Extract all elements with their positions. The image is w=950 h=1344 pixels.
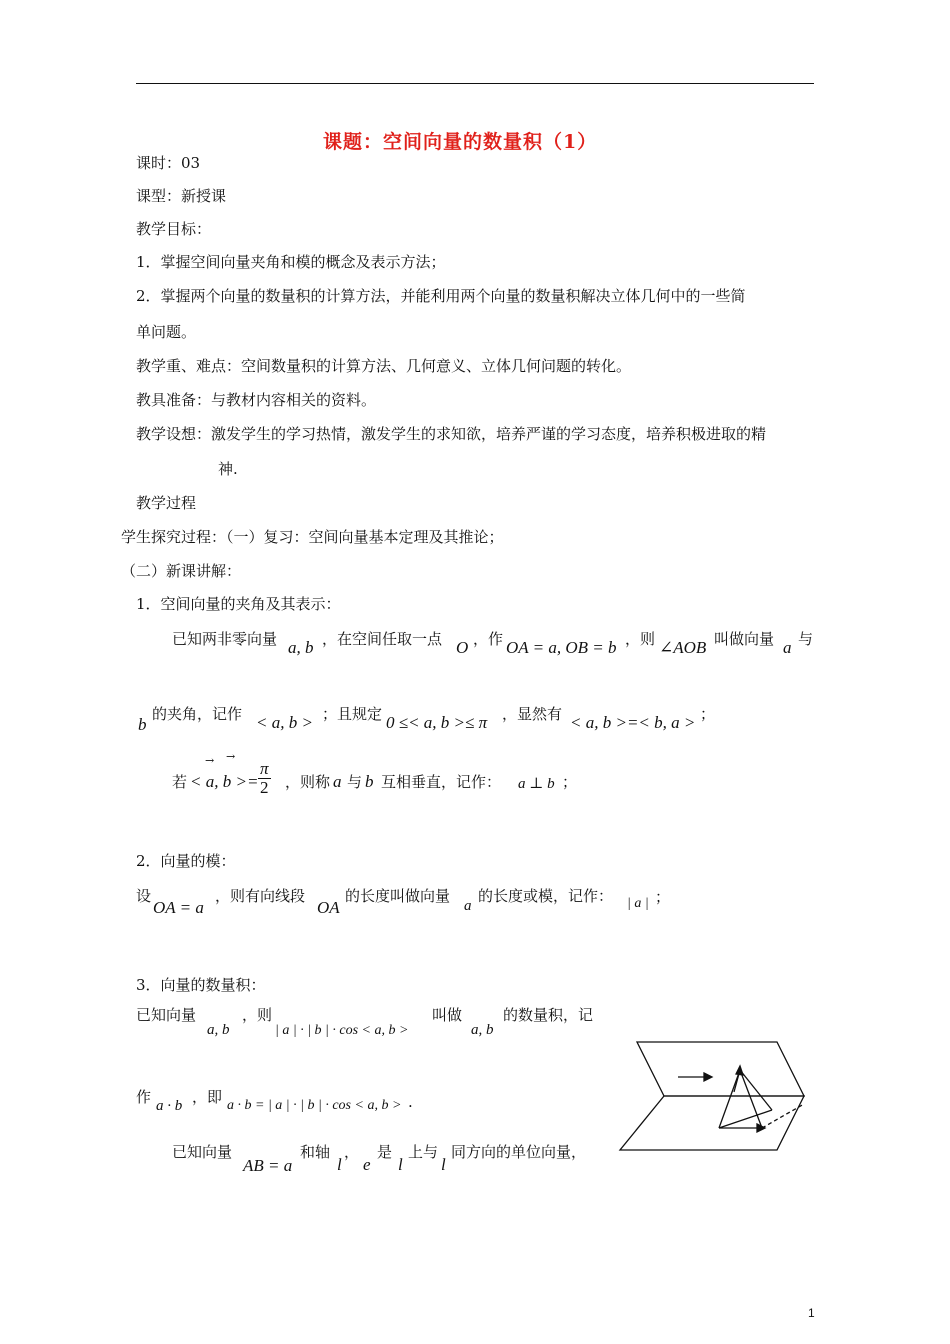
s3-text: 已知向量 <box>172 1143 233 1161</box>
key-points: 教学重、难点：空间数量积的计算方法、几何意义、立体几何问题的转化。 <box>136 357 632 375</box>
s3-text: 和轴 <box>300 1143 331 1161</box>
new-lesson-heading: （二）新课讲解： <box>121 562 242 580</box>
teaching-idea-line-2: 神. <box>218 460 238 478</box>
s1-construction-eq: OA = a, OB = b <box>506 638 617 657</box>
s1-angle-aob: ∠AOB <box>659 638 707 657</box>
s3-text: ，即 <box>192 1088 223 1106</box>
projection-triangle <box>719 1070 740 1128</box>
s1-text: ； <box>700 705 716 723</box>
s2-text: ，则有向线段 <box>215 887 306 905</box>
s1-text: ；且规定 <box>322 705 383 723</box>
projection-triangle <box>740 1070 772 1110</box>
s1-text: ，则 <box>625 630 656 648</box>
section-3-heading: 3．向量的数量积： <box>136 976 266 994</box>
s1-text: 与 <box>798 630 814 648</box>
page-number: 1 <box>808 1306 815 1320</box>
s3-dot-definition: a · b = | a | · | b | · cos < a, b > <box>227 1098 402 1113</box>
s2-segment-oa: OA <box>317 898 340 917</box>
s2-text: ； <box>655 888 671 906</box>
s3-unit-e: e <box>363 1155 371 1174</box>
s2-text: 设 <box>136 887 152 905</box>
s2-text: 的长度或模，记作： <box>478 887 614 905</box>
s3-text: 是 <box>377 1143 393 1161</box>
s3-text: 的数量积，记 <box>503 1006 594 1024</box>
class-hours: 课时：03 <box>136 154 201 172</box>
s3-text: ， <box>344 1143 360 1161</box>
s2-text: 的长度叫做向量 <box>345 887 451 905</box>
goal-2-line-2: 单问题。 <box>136 323 197 341</box>
arrow-head-icon <box>704 1073 712 1081</box>
s1-vector-a: a <box>333 772 342 791</box>
projection-figure <box>612 1030 832 1160</box>
goals-heading: 教学目标： <box>136 220 212 238</box>
fraction-numerator: π <box>260 759 269 778</box>
vector-arrow-icon: → <box>205 754 215 767</box>
s1-vector-b: b <box>138 715 147 734</box>
horizontal-plane <box>620 1096 804 1150</box>
s1-text: 已知两非零向量 <box>172 630 278 648</box>
s3-dot-expression: | a | · | b | · cos < a, b > <box>275 1023 409 1038</box>
fraction-denominator: 2 <box>260 778 269 797</box>
s1-text: ，作 <box>473 630 504 648</box>
s1-angle-range: 0 ≤< a, b >≤ π <box>386 713 488 732</box>
header-rule <box>136 83 814 84</box>
s3-axis-l: l <box>441 1155 446 1174</box>
materials: 教具准备：与教材内容相关的资料。 <box>136 391 377 409</box>
s3-axis-l: l <box>398 1155 403 1174</box>
s1-text: 叫做向量 <box>714 630 775 648</box>
projection-triangle <box>719 1110 772 1128</box>
s1-text: 若 <box>172 773 188 791</box>
class-type: 课型：新授课 <box>136 187 227 205</box>
s2-vector-a: a <box>464 898 472 914</box>
s1-perp-condition: < a, b >= <box>190 772 259 791</box>
s3-text: . <box>408 1093 413 1111</box>
goal-1: 1．掌握空间向量夹角和模的概念及表示方法； <box>136 253 446 271</box>
section-2-heading: 2．向量的模： <box>136 852 236 870</box>
vector-arrow-icon: → <box>226 750 236 763</box>
s1-text: ，则称 <box>285 773 331 791</box>
page-title: 课题：空间向量的数量积（1） <box>323 131 598 153</box>
s1-text: ，在空间任取一点 <box>322 630 443 648</box>
goal-2-line-1: 2．掌握两个向量的数量积的计算方法，并能利用两个向量的数量积解决立体几何中的一些简 <box>136 287 746 305</box>
s3-text: 已知向量 <box>136 1006 197 1024</box>
s2-eq: OA = a <box>153 898 204 917</box>
s3-text: 同方向的单位向量， <box>451 1143 587 1161</box>
s1-point-o: O <box>456 638 469 657</box>
s1-perp-notation: a ⊥ b <box>518 776 555 792</box>
s3-text: ，则 <box>242 1006 273 1024</box>
s1-text: 与 <box>347 773 363 791</box>
s1-vector-b: b <box>365 772 374 791</box>
s1-text: 的夹角，记作 <box>152 705 243 723</box>
s1-fraction <box>258 760 271 797</box>
s3-dot-notation: a · b <box>156 1098 183 1114</box>
section-1-heading: 1．空间向量的夹角及其表示： <box>136 595 341 613</box>
vertical-plane <box>637 1042 804 1096</box>
s1-text: 互相垂直，记作： <box>381 773 502 791</box>
s1-text: ，显然有 <box>502 705 563 723</box>
s3-text: 作 <box>136 1088 152 1106</box>
s1-vectors-ab: a, b <box>288 638 314 657</box>
s3-vectors-ab: a, b <box>471 1022 494 1038</box>
s1-angle-notation: < a, b > <box>256 713 313 732</box>
s2-modulus: | a | <box>627 896 649 911</box>
s3-axis-l: l <box>337 1155 342 1174</box>
s1-vector-a: a <box>783 638 792 657</box>
explore-line: 学生探究过程：（一）复习：空间向量基本定理及其推论； <box>121 528 504 546</box>
s3-eq-ab: AB = a <box>243 1156 293 1175</box>
s1-text: ； <box>562 773 578 791</box>
process-heading: 教学过程 <box>136 494 197 512</box>
arrow-head-icon <box>736 1066 743 1075</box>
teaching-idea-line-1: 教学设想：激发学生的学习热情，激发学生的求知欲，培养严谨的学习态度，培养积极进取的精 <box>136 425 767 443</box>
s3-text: 上与 <box>408 1143 439 1161</box>
s1-symmetry: < a, b >=< b, a > <box>570 713 696 732</box>
s3-vectors-ab: a, b <box>207 1022 230 1038</box>
s3-text: 叫做 <box>432 1006 463 1024</box>
